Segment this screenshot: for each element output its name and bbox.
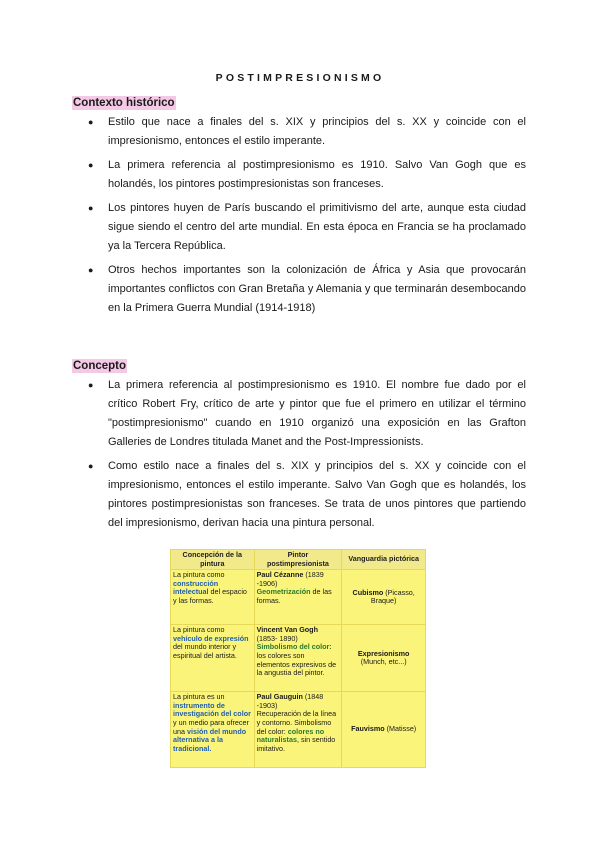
list-item: ● La primera referencia al postimpresionismo es 1910. El nombre fue dado por el crítico Robert Fry, crítico de arte y pintor que fue el primero en utilizar el término "postimpresionismo" cuando en 1910 organizó una exposición en las Grafton Galleries de Londres titulada Manet and the Post-Impressionists. [72, 376, 526, 452]
section-heading-concepto: Concepto [73, 360, 127, 372]
table-cell-pintor: Vincent Van Gogh (1853- 1890) Simbolismo del color: los colores son elementos expresivos de la angustia del pintor. [254, 625, 342, 692]
contexto-bullet-list [72, 113, 526, 323]
page-title: POSTIMPRESIONISMO [215, 72, 385, 84]
table-row [171, 692, 426, 768]
table-cell-concepcion: La pintura es un instrumento de investigación del color y un medio para ofrecer una visión del mundo alternativa a la tradicional. [171, 692, 255, 768]
list-item: ● Estilo que nace a finales del s. XIX y principios del s. XX y coincide con el impresionismo, entonces el estilo imperante. [72, 113, 526, 151]
table-cell-vanguardia: Fauvismo (Matisse) [342, 692, 426, 768]
bullet-icon: ● [88, 203, 94, 213]
table-cell-pintor: Paul Gauguin (1848 -1903) Recuperación de la línea y contorno. Simbolismo del color: colores no naturalistas, sin sentido imitativo. [254, 692, 342, 768]
column-header: Vanguardia pictórica [342, 550, 426, 570]
table-row [171, 625, 426, 692]
table-row [171, 570, 426, 625]
table-cell-vanguardia: Expresionismo (Munch, etc...) [342, 625, 426, 692]
column-header: Concepción de la pintura [171, 550, 255, 570]
section-heading-contexto: Contexto histórico [73, 97, 175, 109]
table-cell-concepcion: La pintura como construcción intelectual del espacio y las formas. [171, 570, 255, 625]
bullet-icon: ● [88, 380, 94, 390]
list-item: ● Los pintores huyen de París buscando el primitivismo del arte, aunque esta ciudad sigue siendo el centro del arte mundial. En esta época en Francia se ha proclamado ya la Tercera República. [72, 199, 526, 256]
list-item: ● Otros hechos importantes son la colonización de África y Asia que provocarán importantes conflictos con Gran Bretaña y Alemania y que terminarán desembocando en la Primera Guerra Mundial (1914-1918) [72, 261, 526, 318]
bullet-icon: ● [88, 265, 94, 275]
table-header-row [171, 550, 426, 570]
table-cell-concepcion: La pintura como vehículo de expresión del mundo interior y espiritual del artista. [171, 625, 255, 692]
list-item: ● Como estilo nace a finales del s. XIX y principios del s. XX y coincide con el impresionismo, entonces el estilo imperante. Salvo Van Gogh que es holandés, los pintores postimpresionistas son franceses. Se trata de unos pintores que partiendo del impresionismo, derivan hacia una pintura personal. [72, 457, 526, 533]
bullet-icon: ● [88, 160, 94, 170]
bullet-icon: ● [88, 117, 94, 127]
bullet-icon: ● [88, 461, 94, 471]
table-cell-vanguardia: Cubismo (Picasso, Braque) [342, 570, 426, 625]
column-header: Pintor postimpresionista [254, 550, 342, 570]
comparison-table [170, 549, 426, 768]
table-cell-pintor: Paul Cézanne (1839 -1906) Geometrización de las formas. [254, 570, 342, 625]
concepto-bullet-list [72, 376, 526, 538]
list-item: ● La primera referencia al postimpresionismo es 1910. Salvo Van Gogh que es holandés, los pintores postimpresionistas son franceses. [72, 156, 526, 194]
